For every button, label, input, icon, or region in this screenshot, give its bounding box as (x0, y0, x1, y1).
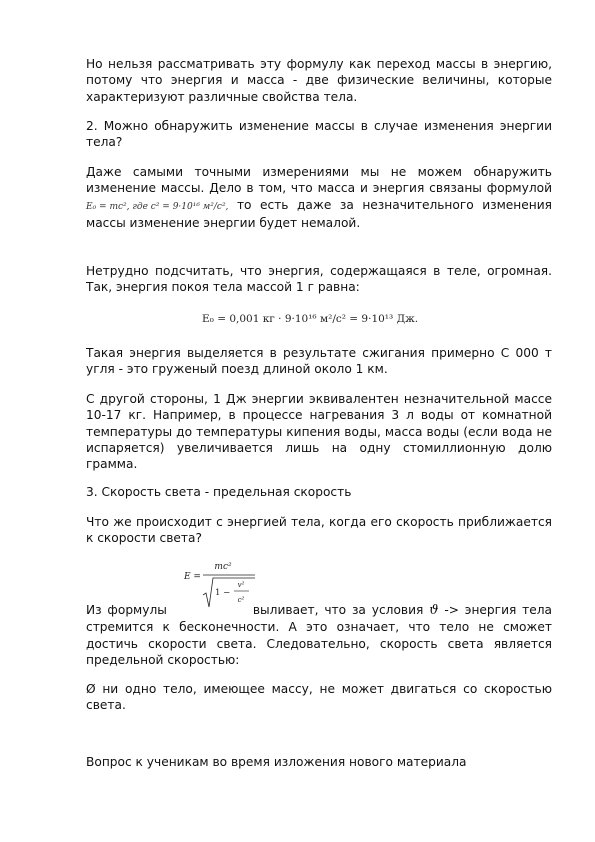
paragraph-mass-change (86, 164, 552, 231)
paragraph-infinity (86, 602, 552, 668)
paragraph-infinity-text-c: -> энергия тела стремится к бесконечности. А это означает, что тело не сможет достичь скорости света. Следовательно, скорость света является предельной скоростью: (86, 603, 553, 667)
paragraph-infinity-text-b: выливает, что за условия (252, 603, 424, 617)
inline-formula-e0: E₀ = mc², где c² = 9·10¹⁶ м²/с², (86, 201, 229, 212)
formula-lhs: E = (184, 572, 201, 582)
theta-symbol: ϑ (429, 603, 439, 618)
formula-den-v: v² (237, 581, 245, 589)
paragraph-mass-change-text-a: Даже самыми точными измерениями мы не можем обнаружить изменение массы. Дело в том, что масса и энергия связаны формулой (86, 165, 552, 196)
paragraph-energy-calc: Нетрудно подсчитать, что энергия, содержащаяся в теле, огромная. Так, энергия покоя тела массой 1 г равна: (86, 264, 552, 295)
formula-numerator: mc² (214, 562, 232, 572)
paragraph-coal-train: Такая энергия выделяется в результате сжигания примерно С 000 т угля - это груженый поезд длиной около 1 км. (86, 346, 552, 377)
paragraph-mass-change-text-b: то есть даже за незначительного изменения массы изменение энергии будет немалой. (86, 197, 552, 230)
formula-den-c: c² (237, 596, 245, 604)
paragraph-conclusion: Ø ни одно тело, имеющее массу, не может двигаться со скоростью света. (86, 682, 552, 713)
section-heading-3: 3. Скорость света - предельная скорость (86, 485, 352, 499)
formula-den-one: 1 − (215, 588, 231, 598)
paragraph-question-students: Вопрос к ученикам во время изложения нового материала (86, 755, 467, 769)
formula-rest-energy: E₀ = 0,001 кг · 9·10¹⁶ м²/с² = 9·10¹³ Дж. (202, 313, 419, 325)
paragraph-question-2: 2. Можно обнаружить изменение массы в случае изменения энергии тела? (86, 119, 552, 150)
paragraph-joule-mass: С другой стороны, 1 Дж энергии эквивалентен незначительной массе 10-17 кг. Например, в процессе нагревания 3 л воды от комнатной температуры до температуры кипения воды, масса воды (если вода не испаряется) увеличивается лишь на одну стомиллионную долю грамма. (86, 392, 552, 472)
paragraph-question-speed: Что же происходит с энергией тела, когда его скорость приближается к скорости света? (86, 515, 552, 546)
paragraph-mass-energy-note: Но нельзя рассматривать эту формулу как переход массы в энергию, потому что энергия и масса - две физические величины, которые характеризуют различные свойства тела. (86, 57, 552, 104)
paragraph-infinity-text-a: Из формулы (86, 603, 167, 617)
